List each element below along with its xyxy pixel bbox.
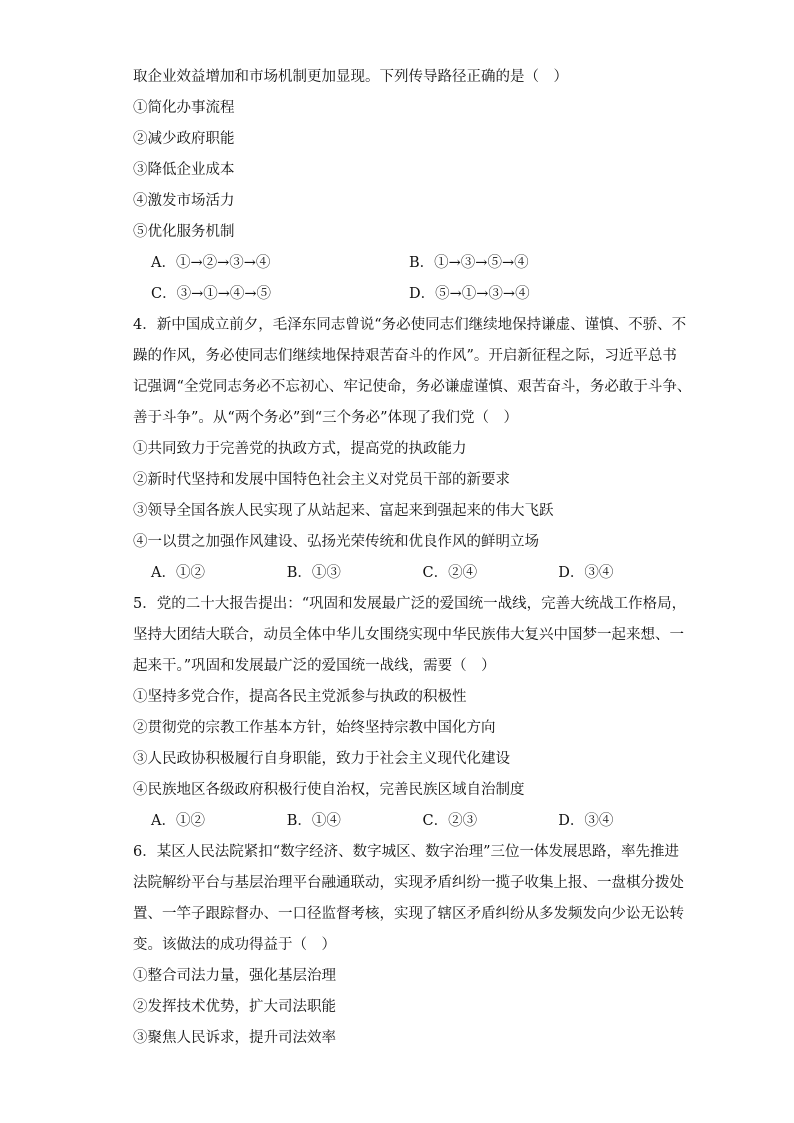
question-3 [133, 62, 694, 310]
question-4-option-c[interactable]: C．②④ [422, 565, 478, 581]
question-4-item-2: ②新时代坚持和发展中国特色社会主义对党员干部的新要求 [133, 472, 510, 488]
question-5-option-b[interactable]: B．①④ [286, 813, 341, 829]
question-5-stem-line-1: 5．党的二十大报告提出：“巩固和发展最广泛的爱国统一战线，完善大统战工作格局， [133, 596, 687, 612]
question-6-item-1: ①整合司法力量，强化基层治理 [133, 968, 336, 984]
question-4-item-4: ④一以贯之加强作风建设、弘扬光荣传统和优良作风的鲜明立场 [133, 534, 539, 550]
question-5-item-3: ③人民政协积极履行自身职能，致力于社会主义现代化建设 [133, 751, 510, 767]
question-4-stem-line-3: 记强调“全党同志务必不忘初心、牢记使命，务必谦虚谨慎、艰苦奋斗，务必敢于斗争、 [133, 379, 692, 395]
question-4-item-1: ①共同致力于完善党的执政方式，提高党的执政能力 [133, 441, 467, 457]
question-6-item-3: ③聚焦人民诉求，提升司法效率 [133, 1030, 336, 1046]
question-6-stem-line-3: 置、一竿子跟踪督办、一口径监督考核，实现了辖区矛盾纠纷从多发频发向少讼无讼转 [133, 906, 684, 922]
question-3-option-b[interactable]: B．①→③→⑤→④ [409, 255, 529, 271]
question-5 [133, 589, 694, 837]
question-3-options-row-1 [133, 248, 694, 279]
question-3-options-row-2 [133, 279, 694, 310]
question-4-stem-line-2: 躁的作风，务必使同志们继续地保持艰苦奋斗的作风”。开启新征程之际，习近平总书 [133, 348, 677, 364]
question-4-stem-line-4: 善于斗争”。从“两个务必”到“三个务必”体现了我们党（ ） [133, 410, 519, 426]
question-3-option-d[interactable]: D．⑤→①→③→④ [409, 286, 530, 302]
question-3-option-c[interactable]: C．③→①→④→⑤ [151, 286, 272, 302]
question-5-option-c[interactable]: C．②③ [422, 813, 478, 829]
question-3-option-a[interactable]: A．①→②→③→④ [151, 255, 271, 271]
question-5-item-4: ④民族地区各级政府积极行使自治权，完善民族区域自治制度 [133, 782, 525, 798]
question-5-item-1: ①坚持多党合作，提高各民主党派参与执政的积极性 [133, 689, 467, 705]
question-4-option-b[interactable]: B．①③ [286, 565, 341, 581]
question-6-item-2: ②发挥技术优势，扩大司法职能 [133, 999, 336, 1015]
question-6-stem-line-4: 变。该做法的成功得益于（ ） [133, 937, 336, 953]
question-6-stem-line-2: 法院解纷平台与基层治理平台融通联动，实现矛盾纠纷一揽子收集上报、一盘棋分拨处 [133, 875, 684, 891]
question-5-stem-line-3: 起来干。”巩固和发展最广泛的爱国统一战线，需要（ ） [133, 658, 496, 674]
question-3-item-5: ⑤优化服务机制 [133, 224, 235, 240]
question-6-stem-line-1: 6．某区人民法院紧扣“数字经济、数字城区、数字治理”三位一体发展思路，率先推进 [133, 844, 680, 860]
question-4-option-a[interactable]: A．①② [151, 565, 205, 581]
question-4-options [133, 558, 694, 589]
question-4 [133, 310, 694, 589]
question-6 [133, 837, 694, 1054]
question-4-option-d[interactable]: D．③④ [558, 565, 614, 581]
question-3-stem-tail: 取企业效益增加和市场机制更加显现。下列传导路径正确的是（ ） [133, 69, 568, 85]
question-3-item-1: ①简化办事流程 [133, 100, 235, 116]
question-4-item-3: ③领导全国各族人民实现了从站起来、富起来到强起来的伟大飞跃 [133, 503, 554, 519]
question-4-stem-line-1: 4．新中国成立前夕，毛泽东同志曾说“务必使同志们继续地保持谦虚、谨慎、不骄、不 [133, 317, 687, 333]
question-3-item-4: ④激发市场活力 [133, 193, 235, 209]
question-5-option-a[interactable]: A．①② [151, 813, 205, 829]
question-5-stem-line-2: 坚持大团结大联合，动员全体中华儿女围绕实现中华民族伟大复兴中国梦一起来想、一 [133, 627, 684, 643]
question-3-item-3: ③降低企业成本 [133, 162, 235, 178]
question-5-option-d[interactable]: D．③④ [558, 813, 614, 829]
question-3-item-2: ②减少政府职能 [133, 131, 235, 147]
question-5-options [133, 806, 694, 837]
question-5-item-2: ②贯彻党的宗教工作基本方针，始终坚持宗教中国化方向 [133, 720, 496, 736]
